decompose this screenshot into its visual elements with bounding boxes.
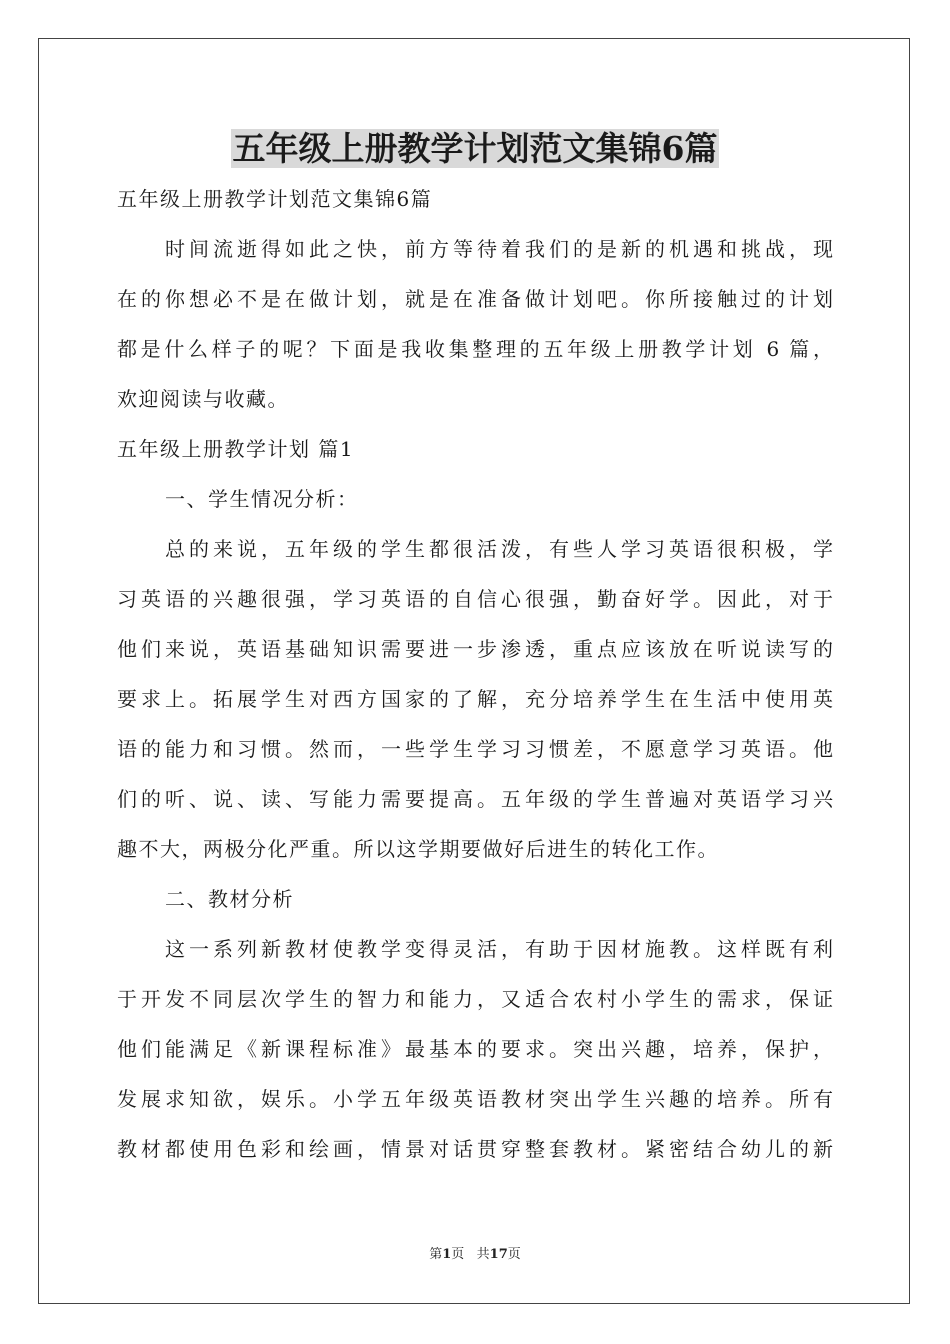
- footer-mid: 页 共: [451, 1247, 490, 1262]
- page-footer: [0, 1246, 950, 1264]
- part1-line-2: 习英语的兴趣很强，学习英语的自信心很强，勤奋好学。因此，对于: [117, 587, 833, 611]
- part2-line-2: 于开发不同层次学生的智力和能力，又适合农村小学生的需求，保证: [117, 987, 833, 1011]
- intro-line-1: 时间流逝得如此之快，前方等待着我们的是新的机遇和挑战，现: [165, 237, 833, 261]
- part2-line-4: 发展求知欲，娱乐。小学五年级英语教材突出学生兴趣的培养。所有: [117, 1087, 833, 1111]
- part1-line-3: 他们来说，英语基础知识需要进一步渗透，重点应该放在听说读写的: [117, 637, 833, 661]
- part1-line-5: 语的能力和习惯。然而，一些学生学习习惯差，不愿意学习英语。他: [117, 737, 833, 761]
- document-subtitle: 五年级上册教学计划范文集锦6篇: [117, 187, 433, 211]
- section-heading: 五年级上册教学计划 篇1: [117, 437, 355, 461]
- part1-line-6: 们的听、说、读、写能力需要提高。五年级的学生普遍对英语学习兴: [117, 787, 833, 811]
- intro-line-4: 欢迎阅读与收藏。: [117, 387, 289, 411]
- total-page-count: 17: [489, 1247, 508, 1262]
- intro-line-2: 在的你想必不是在做计划，就是在准备做计划吧。你所接触过的计划: [117, 287, 833, 311]
- part1-line-7: 趣不大，两极分化严重。所以这学期要做好后进生的转化工作。: [117, 837, 719, 861]
- document-title: 五年级上册教学计划范文集锦6篇: [232, 129, 718, 168]
- part2-line-1: 这一系列新教材使教学变得灵活，有助于因材施教。这样既有利: [165, 937, 833, 961]
- footer-suffix: 页: [507, 1247, 521, 1262]
- page-border: [38, 38, 910, 1304]
- part1-line-1: 总的来说，五年级的学生都很活泼，有些人学习英语很积极，学: [165, 537, 833, 561]
- current-page-number: 1: [442, 1247, 452, 1262]
- part1-line-4: 要求上。拓展学生对西方国家的了解，充分培养学生在生活中使用英: [117, 687, 833, 711]
- footer-prefix: 第: [429, 1247, 443, 1262]
- part1-heading: 一、学生情况分析：: [165, 487, 359, 511]
- part2-line-3: 他们能满足《新课程标准》最基本的要求。突出兴趣，培养，保护，: [117, 1037, 833, 1061]
- part2-heading: 二、教材分析: [165, 887, 294, 911]
- part2-line-5: 教材都使用色彩和绘画，情景对话贯穿整套教材。紧密结合幼儿的新: [117, 1137, 833, 1161]
- intro-line-3: 都是什么样子的呢？下面是我收集整理的五年级上册教学计划 6 篇，: [117, 337, 833, 361]
